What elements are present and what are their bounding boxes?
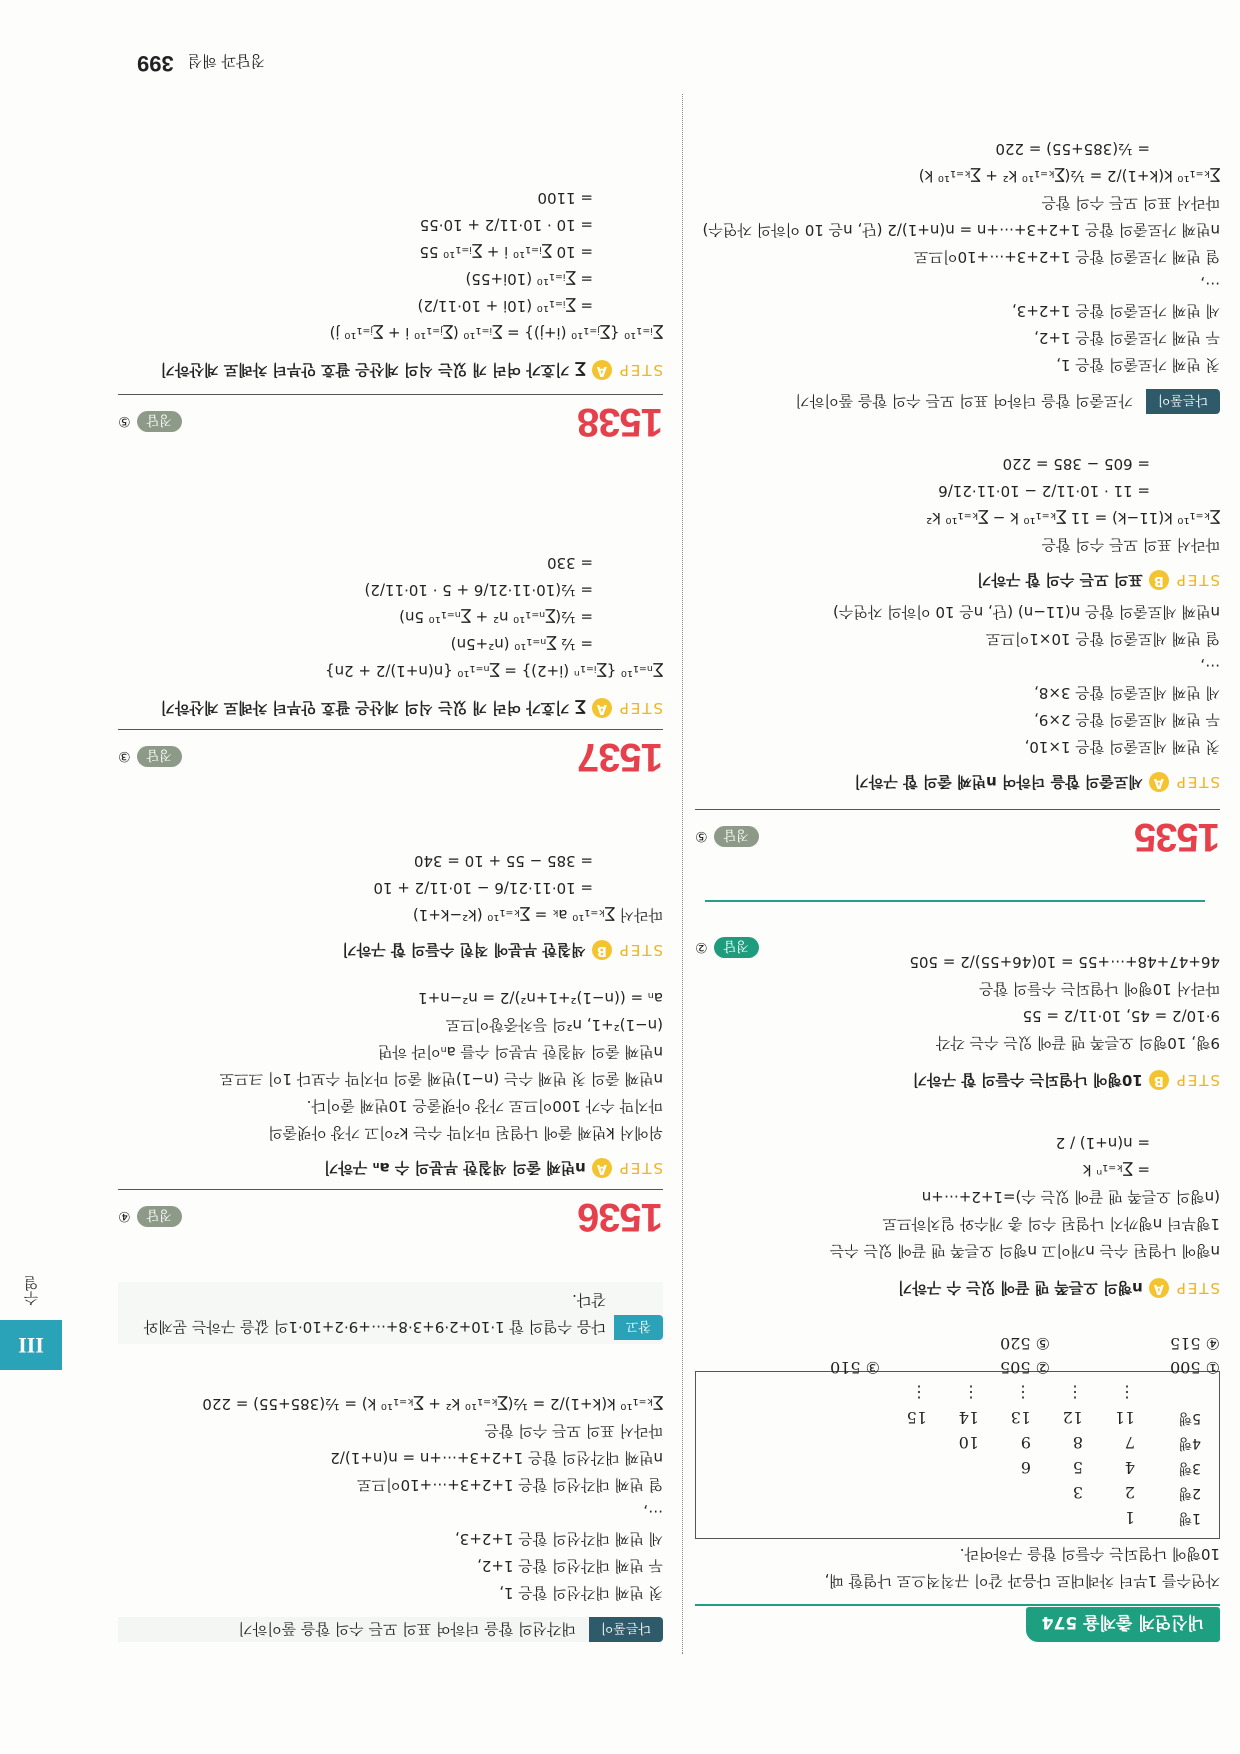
table-cell: 11 (1114, 1408, 1135, 1427)
text-line: n번째 가로줄의 합은 1+2+3+⋯+n = n(n+1)/2 (단, n은 10 이하의 자연수) (702, 221, 1220, 239)
reference-note (118, 1282, 663, 1344)
problem-1537-header (118, 729, 663, 779)
text-line: = 1100 (537, 189, 593, 207)
text-line: 9행, 10행의 오른쪽 맨 끝에 있는 수는 각각 (935, 1034, 1220, 1052)
text-line: 첫 번째 세로줄의 합은 1×10, (1024, 738, 1220, 756)
chapter-side-tab[interactable] (0, 1220, 62, 1370)
text-line: 따라서 표의 모든 수의 합은 (1041, 536, 1220, 554)
text-line: 세 번째 가로줄의 합은 1+2+3, (1011, 302, 1220, 320)
step-a-body (118, 984, 663, 1146)
step-label: STEP (617, 1159, 663, 1177)
step-marker-icon: A (592, 698, 612, 718)
page-number: 399 (137, 51, 174, 76)
answer-badge: 정답 (714, 937, 759, 958)
text-line: = 605 − 385 = 220 (1002, 455, 1150, 473)
answer-value: ③ (118, 748, 131, 765)
problem-number: 1536 (578, 1195, 663, 1239)
table-cell: 5 (1072, 1458, 1083, 1477)
text-line: n번째 세로줄의 합은 n(11−n) (단, n은 10 이하의 자연수) (833, 603, 1220, 621)
problem-1535-header (695, 809, 1220, 859)
text-line: ⋯, (643, 1503, 663, 1521)
text-line: 따라서 10행에 나열되는 수들의 합은 (978, 980, 1220, 998)
question-text (695, 1540, 1220, 1594)
text-line: 열 번째 세로줄의 합은 10×1이므로 (985, 630, 1220, 648)
step-title: n행의 오른쪽 맨 끝에 있는 수 구하기 (897, 1279, 1143, 1297)
step-marker-icon: B (1149, 570, 1169, 590)
problem-number: 1535 (1135, 815, 1220, 859)
table-cell: 9 (1020, 1433, 1031, 1452)
text-line: (n−1)²+1, n²의 등차중항이므로 (445, 1016, 663, 1034)
step-title: ∑ 기호가 여러 개 있는 식의 계산은 괄호 안부터 차례로 계산하기 (160, 699, 586, 717)
chapter-number: III (0, 1320, 62, 1370)
step-a-body (695, 1129, 1220, 1264)
page-footer (137, 50, 265, 76)
step-marker-icon: B (1149, 1070, 1169, 1090)
step-title: 표의 모든 수의 합 구하기 (976, 571, 1143, 589)
step-title: 10행에 나열되는 수들의 합 구하기 (912, 1071, 1143, 1089)
step-a-body (118, 549, 663, 684)
choice-4: ④ 515 (1170, 1334, 1220, 1353)
number-table (695, 1371, 1220, 1539)
row-label: 5행 (1178, 1410, 1201, 1426)
text-line: = 10 · 10·11/2 + 10·55 (419, 216, 593, 234)
table-cell: 7 (1124, 1433, 1135, 1452)
text-line: = ∑ᵢ₌₁¹⁰ (10i+55) (465, 270, 593, 288)
text-line: 자연수를 1부터 차례대로 다음과 같이 규칙적으로 나열할 때, (824, 1572, 1220, 1590)
step-label: STEP (1174, 1279, 1220, 1297)
text-line: 46+47+48+⋯+55 = 10(46+55)/2 = 505 (909, 953, 1220, 971)
step-b-body (695, 450, 1220, 558)
table-cell: 12 (1062, 1408, 1083, 1427)
problem-574-header (695, 1607, 1220, 1642)
table-cell: ⋮ (1015, 1383, 1031, 1402)
text-line: n번째 줄의 색칠한 부분의 수를 aₙ이라 하면 (377, 1043, 663, 1061)
table-cell: 3 (1072, 1483, 1083, 1502)
answer-value: ② (695, 939, 708, 956)
column-divider (682, 94, 683, 1654)
text-line: ∑ₙ₌₁¹⁰ {∑ᵢ₌₁ⁿ (i+2)} = ∑ₙ₌₁¹⁰ {n(n+1)/2 + 2n} (325, 662, 663, 680)
text-line: 따라서 ∑ₖ₌₁¹⁰ aₖ = ∑ₖ₌₁¹⁰ (k²−k+1) (412, 906, 663, 924)
answer-badge: 정답 (714, 826, 759, 847)
step-marker-icon: B (592, 940, 612, 960)
text-line: ⋯, (1200, 657, 1220, 675)
section-divider (705, 900, 1205, 902)
text-line: = ½(10·11·21/6 + 5 · 10·11/2) (364, 581, 593, 599)
table-cell: ⋮ (1119, 1383, 1135, 1402)
text-line: = 385 − 55 + 10 = 340 (413, 852, 593, 870)
step-a-heading (118, 694, 663, 722)
step-label: STEP (1174, 571, 1220, 589)
table-cell: 4 (1124, 1458, 1135, 1477)
text-line: n번째 줄의 첫 번째 수는 (n−1)번째 줄의 마지막 수보다 1이 크므로 (219, 1070, 663, 1088)
table-cell: 13 (1010, 1408, 1031, 1427)
step-b-heading (695, 1066, 1220, 1094)
text-line: 세 번째 대각선의 합은 1+2+3, (454, 1530, 663, 1548)
problem-1536-header (118, 1189, 663, 1239)
problem-header-tag: 내신연계 출제율 574 (1026, 1607, 1220, 1642)
text-line: 마지막 수가 100이므로 가장 아랫줄은 10번째 줄이다. (306, 1097, 663, 1115)
answer-574 (695, 937, 1220, 958)
text-line: 첫 번째 가로줄의 합은 1, (1056, 356, 1220, 374)
chapter-label: 수열 (22, 1276, 41, 1306)
text-line: = ½ ∑ₙ₌₁¹⁰ (n²+5n) (450, 635, 593, 653)
answer-badge: 정답 (137, 1206, 182, 1227)
step-a-heading (695, 768, 1220, 796)
choice-2: ② 505 (1000, 1358, 1050, 1377)
number-table-box (695, 1371, 1220, 1539)
table-row (714, 1480, 1201, 1505)
text-line: n번째 대각선의 합은 1+2+3+⋯+n = n(n+1)/2 (330, 1449, 663, 1467)
row-label: 4행 (1178, 1435, 1201, 1451)
footer-label: 정답과 해설 (187, 52, 265, 70)
text-line: 위에서 k번째 줄에 나열된 마지막 수는 k²이고 가장 아랫줄의 (268, 1124, 663, 1142)
text-line: ∑ₖ₌₁¹⁰ k(k+1)/2 = ½(∑ₖ₌₁¹⁰ k² + ∑ₖ₌₁¹⁰ k) = ½(385+55) = 220 (202, 1395, 663, 1413)
table-row (714, 1455, 1201, 1480)
text-line: 따라서 표의 모든 수의 합은 (484, 1422, 663, 1440)
text-line: 같다. (572, 1291, 606, 1309)
text-line: = 10·11·21/6 − 10·11/2 + 10 (373, 879, 593, 897)
problem-number: 1538 (578, 400, 663, 444)
row-label: 2행 (1178, 1485, 1201, 1501)
answer-value: ⑤ (118, 413, 131, 430)
table-cell: 8 (1072, 1433, 1083, 1452)
step-a-heading (118, 1154, 663, 1182)
step-label: STEP (1174, 1071, 1220, 1089)
table-cell: ⋮ (911, 1383, 927, 1402)
row-label: 3행 (1178, 1460, 1201, 1476)
table-cell: 14 (958, 1408, 979, 1427)
step-marker-icon: A (592, 1158, 612, 1178)
table-cell: 6 (1020, 1458, 1031, 1477)
text-line: = ∑ᵢ₌₁¹⁰ (10i + 10·11/2) (417, 297, 593, 315)
text-line: 두 번째 세로줄의 합은 2×9, (1034, 711, 1220, 729)
step-marker-icon: A (1149, 1278, 1169, 1298)
text-line: = 10 ∑ᵢ₌₁¹⁰ i + ∑ᵢ₌₁¹⁰ 55 (419, 243, 593, 261)
alt-solution-body (695, 135, 1220, 378)
alt-solution-body (118, 1390, 663, 1606)
answer-choices (695, 1331, 1220, 1379)
text-line: = 330 (547, 554, 593, 572)
row-label: 1행 (1178, 1510, 1201, 1526)
text-line: 다음 수열의 합 1·10+2·9+3·8+⋯+9·2+10·1의 값을 구하는 문제와 (143, 1318, 606, 1336)
step-b-body (695, 948, 1220, 1056)
step-a-body (695, 598, 1220, 760)
alt-solution-tag: 다른풀이 (589, 1617, 663, 1642)
table-row (714, 1405, 1201, 1430)
step-title: ∑ 기호가 여러 개 있는 식의 계산은 괄호 안부터 차례로 계산하기 (160, 361, 586, 379)
step-marker-icon: A (592, 360, 612, 380)
table-cell: 10 (958, 1433, 979, 1452)
step-b-heading (118, 936, 663, 964)
alt-solution-title: 가로줄의 합을 더하여 표의 모든 수의 합을 풀이하기 (795, 392, 1133, 410)
header-underline (695, 1604, 1220, 1606)
table-cell: ⋮ (963, 1383, 979, 1402)
answer-badge: 정답 (137, 411, 182, 432)
alt-solution-heading (695, 389, 1220, 414)
text-line: n행에 나열된 수는 n개이고 n행의 오른쪽 맨 끝에 있는 수는 (829, 1242, 1220, 1260)
table-cell: 2 (1124, 1483, 1135, 1502)
reference-tag: 참고 (614, 1315, 663, 1340)
step-marker-icon: A (1149, 772, 1169, 792)
text-line: = n(n+1) / 2 (1055, 1134, 1150, 1152)
text-line: 첫 번째 대각선의 합은 1, (499, 1584, 663, 1602)
step-a-body (118, 184, 663, 346)
text-line: (n행의 오른쪽 맨 끝에 있는 수)=1+2+⋯+n (921, 1188, 1220, 1206)
text-line: 두 번째 대각선의 합은 1+2, (477, 1557, 663, 1575)
text-line: 1행부터 n행까지 나열된 수의 총 개수와 일치하므로 (882, 1215, 1220, 1233)
table-cell: 15 (906, 1408, 927, 1427)
text-line: = ½(385+55) = 220 (995, 140, 1150, 158)
step-b-body (118, 847, 663, 928)
choice-3: ③ 510 (830, 1358, 880, 1377)
step-label: STEP (617, 699, 663, 717)
text-line: 따라서 표의 모든 수의 합은 (1041, 194, 1220, 212)
alt-solution-heading (118, 1617, 663, 1642)
text-line: 열 번째 대각선의 합은 1+2+3+⋯+10이므로 (357, 1476, 663, 1494)
step-label: STEP (617, 361, 663, 379)
text-line: 9·10/2 = 45, 10·11/2 = 55 (1022, 1007, 1220, 1025)
reference-text (144, 1286, 606, 1340)
text-line: ∑ₖ₌₁¹⁰ k(11−k) = 11 ∑ₖ₌₁¹⁰ k − ∑ₖ₌₁¹⁰ k² (926, 509, 1220, 527)
answer-badge: 정답 (137, 746, 182, 767)
step-b-heading (695, 566, 1220, 594)
text-line: = 11 · 10·11/2 − 10·11·21/6 (938, 482, 1150, 500)
step-label: STEP (1174, 773, 1220, 791)
step-title: 색칠한 부분에 적힌 수들의 합 구하기 (342, 941, 586, 959)
choice-1: ① 500 (1170, 1358, 1220, 1377)
text-line: 10행에 나열되는 수들의 합을 구하여라. (959, 1545, 1220, 1563)
alt-solution-title: 대각선의 합을 더하여 표의 모든 수의 합을 풀이하기 (238, 1620, 576, 1638)
text-line: ∑ᵢ₌₁¹⁰ {∑ⱼ₌₁¹⁰ (i+j)} = ∑ᵢ₌₁¹⁰ (∑ⱼ₌₁¹⁰ i + ∑ⱼ₌₁¹⁰ j) (329, 324, 663, 342)
table-row (714, 1380, 1201, 1405)
text-line: aₙ = ((n−1)²+1+n²)/2 = n²−n+1 (418, 989, 663, 1007)
step-a-heading (118, 356, 663, 384)
right-column (118, 0, 663, 1754)
text-line: ⋯, (1200, 275, 1220, 293)
answer-value: ⑤ (695, 828, 708, 845)
table-row (714, 1505, 1201, 1530)
text-line: ∑ₖ₌₁¹⁰ k(k+1)/2 = ½(∑ₖ₌₁¹⁰ k² + ∑ₖ₌₁¹⁰ k) (918, 167, 1220, 185)
text-line: = ½(∑ₙ₌₁¹⁰ n² + ∑ₙ₌₁¹⁰ 5n) (399, 608, 593, 626)
alt-solution-tag: 다른풀이 (1146, 389, 1220, 414)
step-title: 세로줄의 합을 더하여 n번째 줄의 합 구하기 (854, 773, 1143, 791)
left-column (695, 0, 1220, 1754)
text-line: 열 번째 가로줄의 합은 1+2+3+⋯+10이므로 (914, 248, 1220, 266)
table-row (714, 1430, 1201, 1455)
text-line: 세 번째 세로줄의 합은 3×8, (1034, 684, 1220, 702)
table-cell: 1 (1124, 1508, 1135, 1527)
problem-1538-header (118, 394, 663, 444)
choice-5: ⑤ 520 (1000, 1334, 1050, 1353)
row-label (1135, 1380, 1201, 1405)
problem-number: 1537 (578, 735, 663, 779)
text-line: 두 번째 가로줄의 합은 1+2, (1034, 329, 1220, 347)
answer-value: ④ (118, 1208, 131, 1225)
table-cell: ⋮ (1067, 1383, 1083, 1402)
step-title: n번째 줄의 색칠한 부분의 수 aₙ 구하기 (323, 1159, 586, 1177)
text-line: = ∑ₖ₌₁ⁿ k (1082, 1161, 1150, 1179)
step-a-heading (695, 1274, 1220, 1302)
step-label: STEP (617, 941, 663, 959)
